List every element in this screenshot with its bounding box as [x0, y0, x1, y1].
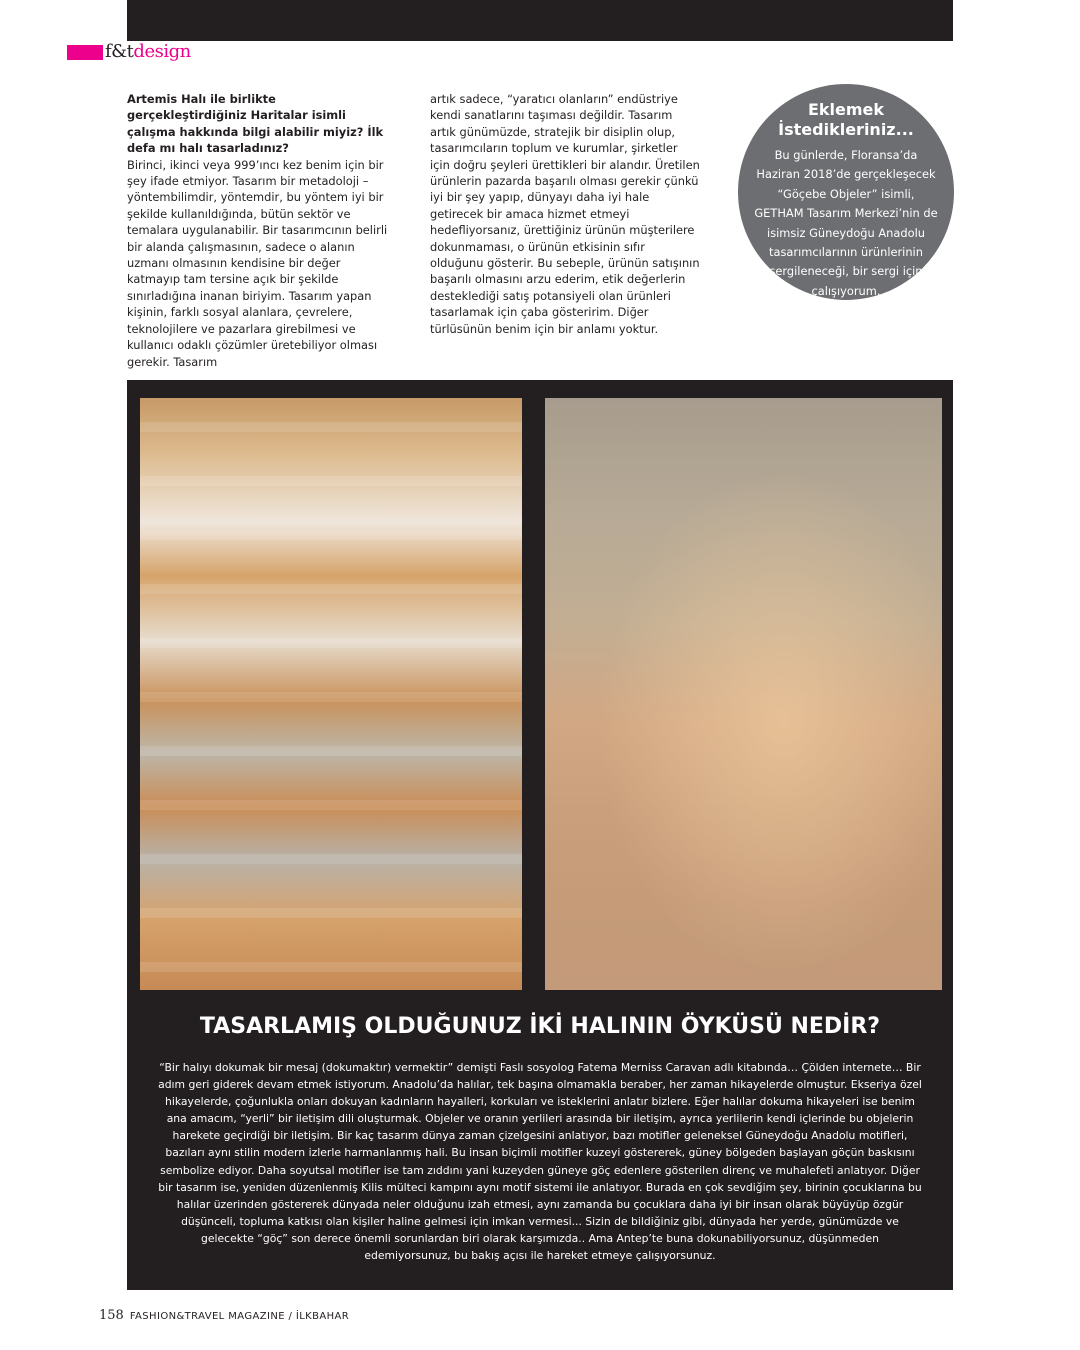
section-prefix: f&t [105, 41, 134, 62]
article-column-2 [430, 91, 700, 337]
article-column-1 [127, 91, 395, 370]
header-bar [127, 0, 953, 41]
page-number: 158 [99, 1308, 124, 1323]
section-color-block [67, 45, 103, 60]
sidebar-title [738, 100, 954, 140]
publication-name: FASHION&TRAVEL MAGAZINE / İLKBAHAR [129, 1311, 350, 1322]
sidebar-title-line-2: İstedikleriniz... [778, 120, 914, 139]
page-footer [99, 1309, 349, 1324]
interview-question: Artemis Halı ile birlikte gerçekleştirdiğiniz Haritalar isimli çalışma hakkında bilgi alabilir miyiz? İlk defa mı halı tasarladınız? [127, 92, 384, 156]
section-name: design [133, 41, 191, 62]
feature-heading: TASARLAMIŞ OLDUĞUNUZ İKİ HALININ ÖYKÜSÜ NEDİR? [199, 1014, 881, 1039]
feature-panel [127, 380, 953, 1290]
rug-photo-left [140, 398, 522, 990]
rug-photo-right [545, 398, 942, 990]
interview-answer: Birinci, ikinci veya 999’ıncı kez benim için bir şey ifade etmiyor. Tasarım bir metadoloji – yöntembilimdir, yöntemdir, bu yöntem iyi bir şekilde kullanıldığında, bütün sektör ve temalara uygulanabilir. Bir tasarımcının belirli bir alanda çalışmasının, sadece o alanın uzmanı olmasının kendisine bir değer katmayıp tam tersine açık bir şekilde sınırladığına inanan biriyim. Tasarım yapan kişinin, farklı sosyal alanlara, çevrelere, teknolojilere ve pazarlara girebilmesi ve kullanıcı odaklı çözümler üretebiliyor olması gerekir. Tasarım [127, 157, 388, 369]
sidebar-text: Bu günlerde, Floransa’da Haziran 2018’de gerçekleşecek “Göçebe Objeler” isimli, GETHAM Tasarım Merkezi’nin de isimsiz Güneydoğu Anadolu tasarımcılarının ürünlerinin sergileneceği, bir sergi için çalışıyorum. [754, 148, 938, 298]
feature-body: “Bir halıyı dokumak bir mesaj (dokumaktır) vermektir” demişti Faslı sosyolog Fatema Merniss Caravan adlı kitabında… Çölden internete… Bir adım geri giderek devam etmek istiyorum. Anadolu’da halılar, tek başına olmamakla beraber, her zaman hikayelerde olmuştur. Ekseriya özel hikayelerde, çoğunlukla onları dokuyan kadınların hayalleri, korkuları ve isteklerini anlatır bizlere. Eğer halılar dokuma hikayeleri ise benim ana amacım, “yerli” bir iletişim dili oluşturmak. Objeler ve oranın yerlileri arasında bir iletişim, ayrıca yerlilerin kendi içlerinde bu objelerin harekete geçirdiği bir iletişim. Bir kaç tasarım dünya zaman çizelgesini anlatıyor, bazı motifler geleneksel Güneydoğu Anadolu motifleri, bazıları aynı stilin modern izlerle harmanlanmış hali. Bu insan biçimli motifler kuzeyi göstererek, güney bölgeden başlayan göçün baskısını sembolize ediyor. Daha soyutsal motifler ise tam zıddını yani kuzeyden güneye göç edenlere gösterilen direnç ve muhalefeti anlatıyor. Diğer bir tasarım ise, yeniden düzenlenmiş Kilis mülteci kampını aynı motif sistemi ile anlatıyor. Burada en çok sevdiğim şey, birinin çocuklarına bu halılar üzerinden göstererek dünyada neler olduğunu izah etmesi, aynı zamanda bu çocuklara daha iyi bir insan olarak büyüyüp özgür düşünceli, topluma katkısı olan kişiler haline gelmesi için imkan vermesi... Sizin de bildiğiniz gibi, dünyada her yerde, günümüzde ve gelecekte “göç” son derece önemli sorunlardan biri olarak karşımızda.. Ama Antep’te buna dokunabiliyorsunuz, düşünmeden edemiyorsunuz, bu bakış açısı ile hareket etmeye çalışıyorsunuz. [158, 1061, 922, 1263]
sidebar-title-line-1: Eklemek [807, 100, 885, 119]
section-label [105, 40, 191, 64]
article-continuation: artık sadece, “yaratıcı olanların” endüstriye kendi sanatlarını taşıması değildir. Tasarım artık günümüzde, stratejik bir disiplin olup, tasarımcıların toplum ve kurumlar, şirketler için doğru şeyleri ürettikleri bir alandır. Üretilen ürünlerin pazarda başarılı olması gerekir çünkü iyi bir şey yapıp, dünyayı daha iyi hale getirecek bir amaca hizmet etmeyi hedefliyorsanız, ürettiğiniz ürünün müşterilere dokunmaması, o ürünün etkisinin sıfır olduğunu gösterir. Bu sebeple, ürünün satışının başarılı olmasını arzu ederim, etik değerlerin desteklediği satış potansiyeli olan ürünleri tasarlamak için çaba gösteririm. Diğer türlüsünün benim için bir anlamı yoktur. [430, 92, 700, 336]
sidebar-circle [738, 84, 954, 300]
